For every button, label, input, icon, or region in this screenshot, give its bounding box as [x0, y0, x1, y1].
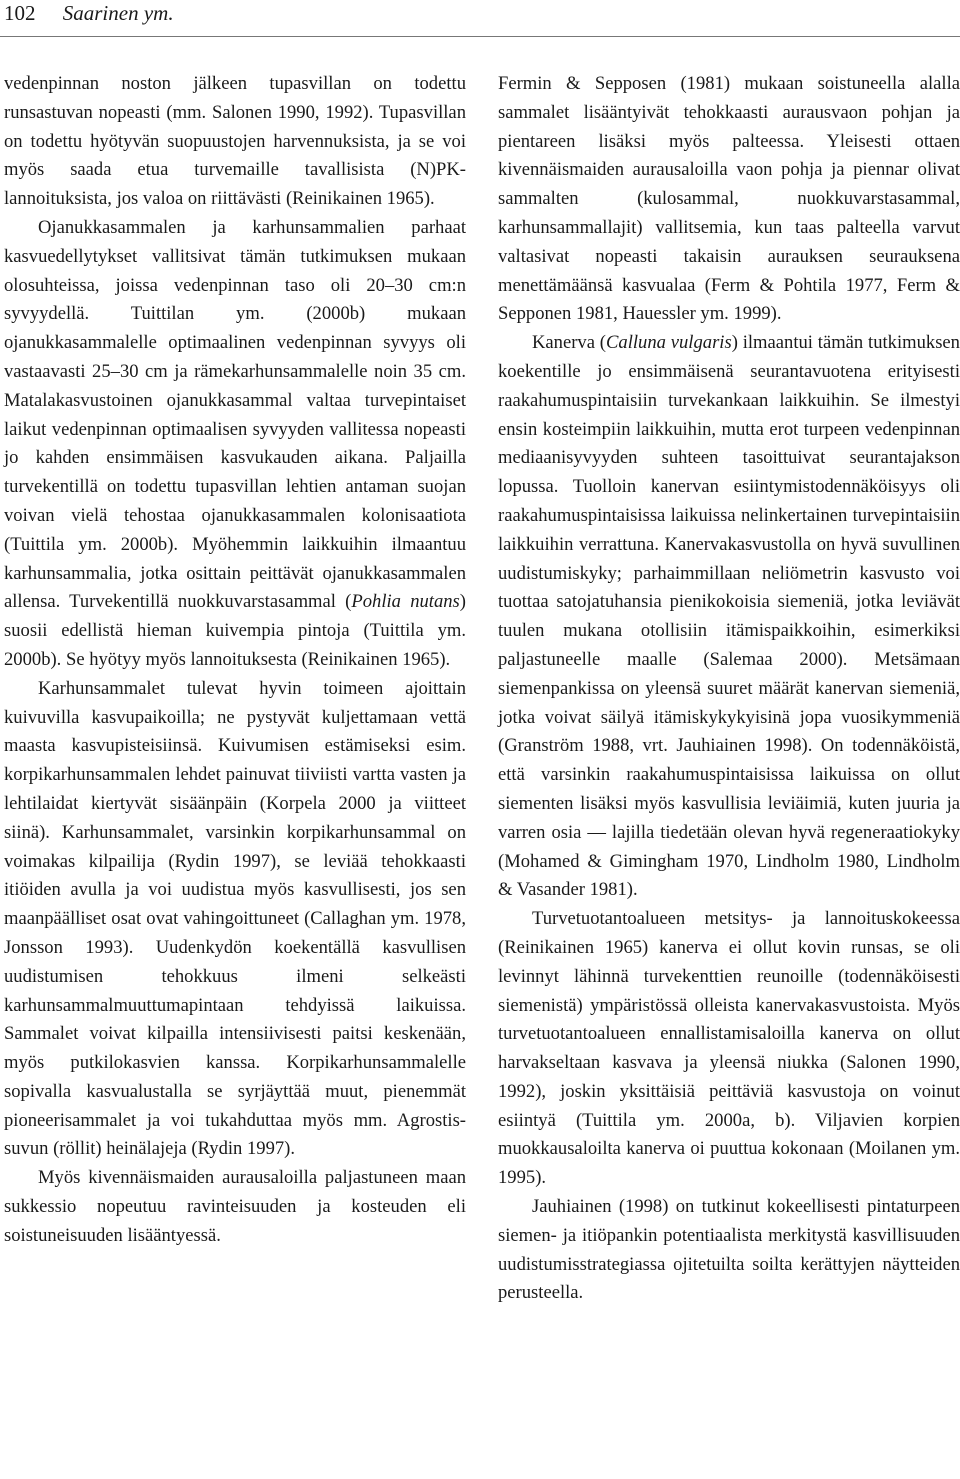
- right-paragraph-3: Turvetuotantoalueen metsitys- ja lannoituskokeessa (Reinikainen 1965) kanerva ei ollut kovin runsas, se oli levinnyt lähinnä turvekenttien reunoille (todennäköisesti siemenistä) ympäristössä olleista kanervakasvustoista. Myös turvetuotantoalueen ennallistamisaloilla kanerva on ollut harvakseltaan kasvava ja yleensä niukka (Salonen 1990, 1992), joskin yksittäisiä peittäviä kasvustoja on voinut esiintyä (Tuittila ym. 2000a, b). Viljavien korpien muokkausaloilta kanerva oi puuttua kokonaan (Moilanen ym. 1995).: [498, 908, 960, 1189]
- right-paragraph-2-text-b: ) ilmaantui tämän tutkimuksen koekentille jo ensimmäisenä seurantavuotena erityisesti raakahumuspintaisiin turvekankaan laikkuihin. Se ilmestyi ensin kosteimpiin laikkuihin, mutta erot turpeen vedenpinnan mediaanisyvyyden suhteen tasoittuivat seurantajakson lopussa. Tuolloin kanervan esiintymistodennäköisyys oli raakahumuspintaisissa laikuissa nelinkertainen turvepintaisiin laikkuihin verrattuna. Kanervakasvustolla on hyvä suvullinen uudistumiskyky; parhaimmillaan neliömetrin kasvusto voi tuottaa satojatuhansia pienikokoisia siemeniä, jotka leviävät tuulen mukana otollisiin itämispaikkoihin, esimerkiksi paljastuneelle maalle (Salemaa 2000). Metsämaan siemenpankissa on yleensä suuret määrät kanervan siemeniä, jotka voivat säilyä itämiskykykyisinä jopa vuosikymmeniä (Granström 1988, vrt. Jauhiainen 1998). On todennäköistä, että varsinkin raakahumuspintaisissa laikuissa on ollut siementen lisäksi myös kasvullisia leviäimiä, kuten juuria ja varren osia — lajilla tiedetään olevan hyvä regeneraatiokyky (Mohamed & Gimingham 1970, Lindholm 1980, Lindholm & Vasander 1981).: [498, 332, 960, 901]
- right-column: [498, 70, 960, 1308]
- right-paragraph-1: Fermin & Sepposen (1981) mukaan soistuneella alalla sammalet lisääntyivät tehokkaasti aurausvaon pohjan ja pientareen lisäksi myös palteessa. Yleisesti ottaen kivennäismaiden aurausaloilla vaon pohja ja piennar olivat sammalten (kulosammal, nuokkuvarstasammal, karhunsammallajit) vallitsemia, kun taas palteella varvut valtasivat nopeasti takaisin aurauksen seurauksena menettämäänsä kasvualaa (Ferm & Pohtila 1977, Ferm & Sepponen 1981, Hauessler ym. 1999).: [498, 73, 960, 325]
- header-rule: [0, 36, 960, 37]
- left-paragraph-3: Karhunsammalet tulevat hyvin toimeen ajoittain kuivuvilla kasvupaikoilla; ne pystyvät kuljettamaan vettä maasta kasvupisteisiinsä. Kuivumisen estämiseksi esim. korpikarhunsammalen lehdet painuvat tiiviisti vartta vasten ja lehtilaidat kiertyvät sisäänpäin (Korpela 2000 ja viitteet siinä). Karhunsammalet, varsinkin korpikarhunsammal on voimakas kilpailija (Rydin 1997), se leviää tehokkaasti itiöiden avulla ja voi uudistua myös kasvullisesti, jos sen maanpäälliset osat ovat vahingoittuneet (Callaghan ym. 1978, Jonsson 1993). Uudenkydön koekentällä kasvullisen uudistumisen tehokkuus ilmeni selkeästi karhunsammalmuuttumapintaan tehdyissä laikuissa. Sammalet voivat kilpailla intensiivisesti paitsi keskenään, myös putkilokasvien kanssa. Korpikarhunsammalelle sopivalla kasvualustalla se syrjäyttää muut, pienemmät pioneerisammalet ja voi tukahduttaa myös mm. Agrostis-suvun (röllit) heinälajeja (Rydin 1997).: [4, 677, 466, 1160]
- left-paragraph-1: vedenpinnan noston jälkeen tupasvillan on todettu runsastuvan nopeasti (mm. Salonen 1990, 1992). Tupasvillan on todettu hyötyvän suopuustojen harvennuksista, ja se voi myös saada etua turvemaille tavallisista (N)PK-lannoituksista, jos valoa on riittävästi (Reinikainen 1965).: [4, 73, 466, 210]
- left-paragraph-2-text-a: Ojanukkasammalen ja karhunsammalien parhaat kasvuedellytykset vallitsivat tämän tutkimuksen mukaan olosuhteissa, joissa vedenpinnan taso oli 20–30 cm:n syvyydellä. Tuittilan ym. (2000b) mukaan ojanukkasammalelle optimaalinen vedenpinnan syvyys oli vastaavasti 25–30 cm ja rämekarhunsammalelle noin 35 cm. Matalakasvustoinen ojanukkasammal valtaa turvepintaiset laikut vedenpinnan optimaalisen syvyyden vallitessa nopeasti jo kahden ensimmäisen kasvukauden aikana. Paljailla turvekentillä on todettu tupasvillan lehtien antaman suojan voivan vielä tehostaa ojanukkasammalen kolonisaatiota (Tuittila ym. 2000b). Myöhemmin laikkuihin ilmaantuu karhunsammalia, jotka osittain peittävät ojanukkasammalen allensa. Turvekentillä nuokkuvarstasammal (: [4, 216, 466, 613]
- right-paragraph-4: Jauhiainen (1998) on tutkinut kokeellisesti pintaturpeen siemen- ja itiöpankin potentiaalista merkitystä kasvillisuuden uudistumisstrategiassa ojitetuilta soilta kerättyjen näytteiden perusteella.: [498, 1196, 960, 1304]
- page-header: [4, 0, 174, 28]
- left-column: [4, 70, 466, 1251]
- species-name-calluna: Calluna vulgaris: [606, 332, 732, 354]
- left-paragraph-4: Myös kivennäismaiden aurausaloilla paljastuneen maan sukkessio nopeutuu ravinteisuuden ja kosteuden eli soistuneisuuden lisääntyessä.: [4, 1167, 466, 1246]
- left-paragraph-2: [4, 214, 466, 675]
- right-paragraph-2-text-a: Kanerva (: [532, 332, 606, 354]
- left-paragraph-2-text-b: ) suosii edellistä hieman kuivempia pintoja (Tuittila ym. 2000b). Se hyötyy myös lannoituksesta (Reinikainen 1965).: [4, 591, 466, 670]
- page-number: 102: [4, 1, 36, 25]
- species-name-pohlia: Pohlia nutans: [351, 591, 460, 613]
- running-head: Saarinen ym.: [62, 1, 174, 25]
- right-paragraph-2: [498, 329, 960, 905]
